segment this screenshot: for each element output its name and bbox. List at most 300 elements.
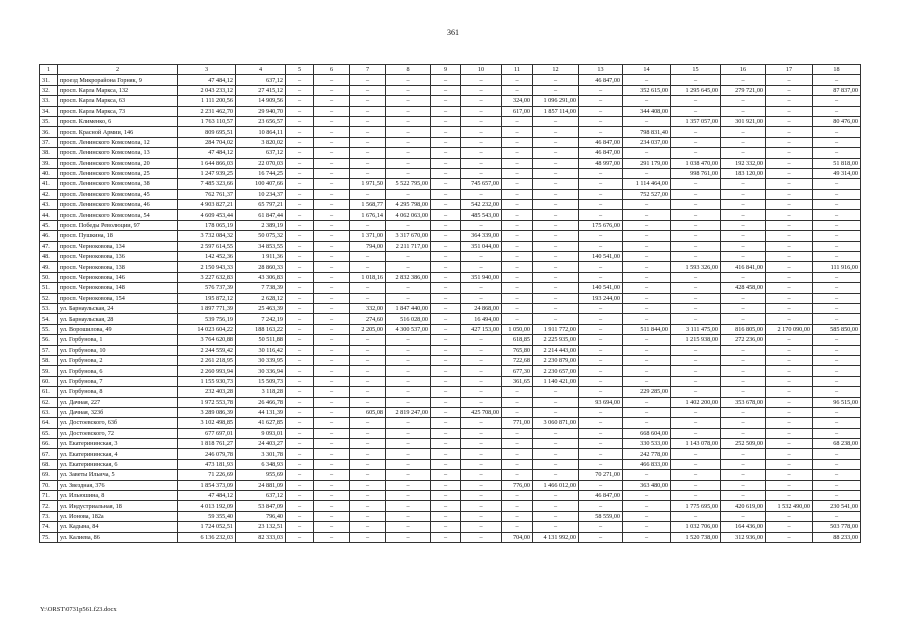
- value-cell: 3 227 632,83: [178, 272, 236, 282]
- row-number-cell: 69.: [40, 470, 58, 480]
- value-cell: 363 480,00: [623, 480, 671, 490]
- header-cell: 6: [314, 65, 350, 75]
- value-cell: –: [623, 262, 671, 272]
- value-cell: –: [502, 262, 533, 272]
- row-number-cell: 54.: [40, 314, 58, 324]
- value-cell: 1 568,77: [350, 200, 386, 210]
- value-cell: 1 402 200,00: [671, 397, 721, 407]
- value-cell: –: [766, 241, 813, 251]
- value-cell: –: [579, 189, 623, 199]
- value-cell: –: [314, 106, 350, 116]
- value-cell: –: [671, 459, 721, 469]
- value-cell: –: [350, 116, 386, 126]
- value-cell: 71 226,69: [178, 470, 236, 480]
- value-cell: 1 857 114,00: [533, 106, 579, 116]
- value-cell: 1 371,00: [350, 231, 386, 241]
- value-cell: –: [502, 449, 533, 459]
- value-cell: –: [579, 522, 623, 532]
- value-cell: –: [766, 366, 813, 376]
- value-cell: –: [350, 449, 386, 459]
- row-number-cell: 61.: [40, 387, 58, 397]
- value-cell: –: [314, 137, 350, 147]
- table-row: [40, 303, 861, 313]
- address-cell: ул. Ильюшина, 8: [58, 491, 178, 501]
- value-cell: 3 317 670,00: [386, 231, 431, 241]
- value-cell: –: [766, 231, 813, 241]
- value-cell: –: [386, 158, 431, 168]
- value-cell: –: [579, 480, 623, 490]
- value-cell: –: [431, 106, 461, 116]
- row-number-cell: 48.: [40, 252, 58, 262]
- value-cell: –: [350, 85, 386, 95]
- table-row: [40, 252, 861, 262]
- value-cell: 351 940,00: [461, 272, 502, 282]
- row-number-cell: 32.: [40, 85, 58, 95]
- value-cell: –: [350, 137, 386, 147]
- row-number-cell: 41.: [40, 179, 58, 189]
- address-cell: просп. Карла Маркса, 132: [58, 85, 178, 95]
- value-cell: 617,00: [502, 106, 533, 116]
- value-cell: –: [579, 106, 623, 116]
- value-cell: 24 881,09: [236, 480, 286, 490]
- value-cell: –: [431, 397, 461, 407]
- value-cell: –: [671, 179, 721, 189]
- value-cell: 272 236,00: [721, 335, 766, 345]
- value-cell: –: [579, 210, 623, 220]
- value-cell: –: [314, 210, 350, 220]
- value-cell: –: [533, 158, 579, 168]
- value-cell: –: [461, 366, 502, 376]
- table-row: [40, 179, 861, 189]
- value-cell: –: [386, 449, 431, 459]
- value-cell: –: [286, 179, 314, 189]
- value-cell: –: [314, 428, 350, 438]
- value-cell: –: [623, 148, 671, 158]
- value-cell: –: [350, 335, 386, 345]
- address-cell: просп. Ленинского Комсомола, 13: [58, 148, 178, 158]
- value-cell: 27 415,12: [236, 85, 286, 95]
- value-cell: 1 018,16: [350, 272, 386, 282]
- value-cell: –: [721, 459, 766, 469]
- value-cell: –: [386, 522, 431, 532]
- value-cell: –: [721, 220, 766, 230]
- address-cell: ул. Ионова, 182а: [58, 511, 178, 521]
- address-cell: ул. Горбунова, 7: [58, 376, 178, 386]
- value-cell: –: [350, 397, 386, 407]
- value-cell: –: [533, 491, 579, 501]
- value-cell: –: [386, 345, 431, 355]
- value-cell: 96 515,00: [813, 397, 861, 407]
- value-cell: –: [623, 470, 671, 480]
- value-cell: –: [350, 428, 386, 438]
- value-cell: –: [314, 459, 350, 469]
- address-cell: ул. Екатерининская, 3: [58, 439, 178, 449]
- value-cell: –: [431, 407, 461, 417]
- value-cell: –: [386, 220, 431, 230]
- value-cell: 605,08: [350, 407, 386, 417]
- address-cell: просп. Черноковова, 154: [58, 293, 178, 303]
- table-row: [40, 200, 861, 210]
- row-number-cell: 49.: [40, 262, 58, 272]
- table-row: [40, 387, 861, 397]
- value-cell: 677,30: [502, 366, 533, 376]
- value-cell: 53 847,09: [236, 501, 286, 511]
- value-cell: 25 463,39: [236, 303, 286, 313]
- header-cell: 16: [721, 65, 766, 75]
- value-cell: –: [286, 501, 314, 511]
- value-cell: 65 797,21: [236, 200, 286, 210]
- value-cell: 6 348,93: [236, 459, 286, 469]
- value-cell: –: [766, 345, 813, 355]
- value-cell: 2 225 935,00: [533, 335, 579, 345]
- value-cell: 351 044,00: [461, 241, 502, 251]
- value-cell: –: [431, 345, 461, 355]
- row-number-cell: 64.: [40, 418, 58, 428]
- table-row: [40, 262, 861, 272]
- footer-file-path: Y:\ORST\0731p561.f23.docx: [40, 606, 117, 613]
- value-cell: 3 118,28: [236, 387, 286, 397]
- value-cell: –: [461, 397, 502, 407]
- value-cell: –: [533, 387, 579, 397]
- address-cell: ул. Дачная, 323б: [58, 407, 178, 417]
- value-cell: –: [431, 127, 461, 137]
- value-cell: –: [461, 137, 502, 147]
- value-cell: –: [431, 262, 461, 272]
- table-row: [40, 220, 861, 230]
- value-cell: 246 079,78: [178, 449, 236, 459]
- value-cell: –: [813, 303, 861, 313]
- value-cell: –: [766, 220, 813, 230]
- value-cell: –: [766, 480, 813, 490]
- address-cell: ул. Достоевского, 72: [58, 428, 178, 438]
- table-row: [40, 449, 861, 459]
- row-number-cell: 43.: [40, 200, 58, 210]
- value-cell: –: [721, 189, 766, 199]
- value-cell: –: [623, 491, 671, 501]
- value-cell: –: [579, 345, 623, 355]
- value-cell: –: [286, 459, 314, 469]
- table-row: [40, 314, 861, 324]
- value-cell: 22 070,03: [236, 158, 286, 168]
- value-cell: 140 541,00: [579, 283, 623, 293]
- value-cell: 4 903 827,21: [178, 200, 236, 210]
- value-cell: –: [671, 480, 721, 490]
- value-cell: –: [286, 324, 314, 334]
- value-cell: 100 407,66: [236, 179, 286, 189]
- value-cell: –: [671, 189, 721, 199]
- value-cell: –: [431, 387, 461, 397]
- header-cell: 10: [461, 65, 502, 75]
- value-cell: –: [533, 522, 579, 532]
- row-number-cell: 55.: [40, 324, 58, 334]
- table-row: [40, 345, 861, 355]
- value-cell: –: [314, 335, 350, 345]
- value-cell: –: [431, 522, 461, 532]
- value-cell: –: [721, 407, 766, 417]
- value-cell: 51 818,00: [813, 158, 861, 168]
- value-cell: –: [623, 335, 671, 345]
- value-cell: 252 509,00: [721, 439, 766, 449]
- value-cell: –: [314, 491, 350, 501]
- row-number-cell: 45.: [40, 220, 58, 230]
- value-cell: –: [286, 75, 314, 85]
- data-table-container: [39, 64, 861, 543]
- value-cell: –: [286, 96, 314, 106]
- value-cell: –: [533, 148, 579, 158]
- address-cell: ул. Екатерининская, 6: [58, 459, 178, 469]
- value-cell: –: [721, 491, 766, 501]
- header-cell: 9: [431, 65, 461, 75]
- value-cell: 3 111 475,00: [671, 324, 721, 334]
- value-cell: –: [286, 335, 314, 345]
- value-cell: –: [721, 418, 766, 428]
- value-cell: –: [461, 293, 502, 303]
- value-cell: –: [671, 272, 721, 282]
- value-cell: 6 136 232,03: [178, 532, 236, 542]
- value-cell: 30 336,94: [236, 366, 286, 376]
- value-cell: 1 096 291,00: [533, 96, 579, 106]
- value-cell: –: [461, 376, 502, 386]
- value-cell: –: [461, 459, 502, 469]
- value-cell: 23 132,51: [236, 522, 286, 532]
- value-cell: 15 509,73: [236, 376, 286, 386]
- value-cell: –: [579, 262, 623, 272]
- value-cell: –: [766, 168, 813, 178]
- value-cell: –: [623, 200, 671, 210]
- row-number-cell: 39.: [40, 158, 58, 168]
- value-cell: –: [623, 345, 671, 355]
- value-cell: –: [579, 241, 623, 251]
- value-cell: –: [671, 314, 721, 324]
- value-cell: –: [623, 355, 671, 365]
- value-cell: –: [286, 355, 314, 365]
- value-cell: –: [579, 127, 623, 137]
- value-cell: 70 271,00: [579, 470, 623, 480]
- row-number-cell: 35.: [40, 116, 58, 126]
- value-cell: –: [386, 501, 431, 511]
- value-cell: –: [350, 96, 386, 106]
- value-cell: –: [286, 293, 314, 303]
- value-cell: –: [813, 283, 861, 293]
- value-cell: –: [286, 387, 314, 397]
- value-cell: –: [766, 85, 813, 95]
- value-cell: –: [623, 283, 671, 293]
- value-cell: –: [461, 127, 502, 137]
- value-cell: –: [502, 210, 533, 220]
- value-cell: –: [671, 376, 721, 386]
- value-cell: –: [502, 75, 533, 85]
- value-cell: –: [671, 407, 721, 417]
- value-cell: –: [461, 158, 502, 168]
- value-cell: 1 520 738,00: [671, 532, 721, 542]
- value-cell: –: [671, 137, 721, 147]
- value-cell: –: [314, 480, 350, 490]
- value-cell: –: [623, 272, 671, 282]
- value-cell: 58 559,00: [579, 511, 623, 521]
- value-cell: –: [579, 303, 623, 313]
- value-cell: –: [431, 252, 461, 262]
- value-cell: –: [314, 376, 350, 386]
- value-cell: –: [461, 252, 502, 262]
- value-cell: –: [286, 314, 314, 324]
- value-cell: –: [502, 511, 533, 521]
- value-cell: –: [721, 366, 766, 376]
- table-row: [40, 511, 861, 521]
- value-cell: –: [431, 511, 461, 521]
- value-cell: –: [766, 106, 813, 116]
- value-cell: –: [502, 220, 533, 230]
- value-cell: –: [314, 501, 350, 511]
- value-cell: 816 805,00: [721, 324, 766, 334]
- value-cell: –: [350, 522, 386, 532]
- value-cell: 1 215 938,00: [671, 335, 721, 345]
- value-cell: –: [579, 335, 623, 345]
- row-number-cell: 72.: [40, 501, 58, 511]
- value-cell: –: [386, 366, 431, 376]
- value-cell: –: [766, 75, 813, 85]
- header-cell: 8: [386, 65, 431, 75]
- value-cell: –: [431, 116, 461, 126]
- value-cell: –: [623, 293, 671, 303]
- value-cell: –: [813, 407, 861, 417]
- value-cell: –: [461, 168, 502, 178]
- value-cell: –: [579, 231, 623, 241]
- row-number-cell: 36.: [40, 127, 58, 137]
- value-cell: –: [766, 314, 813, 324]
- value-cell: –: [623, 314, 671, 324]
- value-cell: –: [813, 189, 861, 199]
- value-cell: –: [350, 532, 386, 542]
- value-cell: 2 260 993,94: [178, 366, 236, 376]
- value-cell: 809 695,51: [178, 127, 236, 137]
- value-cell: 364 339,00: [461, 231, 502, 241]
- value-cell: –: [533, 200, 579, 210]
- value-cell: 5 522 795,00: [386, 179, 431, 189]
- value-cell: –: [813, 241, 861, 251]
- value-cell: 955,69: [236, 470, 286, 480]
- header-cell: 3: [178, 65, 236, 75]
- value-cell: –: [766, 116, 813, 126]
- value-cell: –: [813, 491, 861, 501]
- value-cell: 722,68: [502, 355, 533, 365]
- value-cell: –: [766, 439, 813, 449]
- value-cell: –: [579, 96, 623, 106]
- value-cell: –: [671, 355, 721, 365]
- value-cell: –: [813, 470, 861, 480]
- value-cell: –: [431, 459, 461, 469]
- value-cell: –: [461, 75, 502, 85]
- value-cell: –: [431, 532, 461, 542]
- row-number-cell: 75.: [40, 532, 58, 542]
- value-cell: –: [386, 491, 431, 501]
- value-cell: –: [350, 387, 386, 397]
- value-cell: –: [502, 293, 533, 303]
- value-cell: –: [350, 501, 386, 511]
- value-cell: –: [286, 241, 314, 251]
- value-cell: –: [286, 106, 314, 116]
- value-cell: –: [286, 252, 314, 262]
- value-cell: 637,12: [236, 148, 286, 158]
- value-cell: –: [386, 293, 431, 303]
- value-cell: –: [314, 303, 350, 313]
- value-cell: 93 694,00: [579, 397, 623, 407]
- row-number-cell: 53.: [40, 303, 58, 313]
- value-cell: –: [533, 262, 579, 272]
- value-cell: –: [431, 324, 461, 334]
- value-cell: 1 644 866,03: [178, 158, 236, 168]
- value-cell: –: [721, 179, 766, 189]
- value-cell: –: [431, 366, 461, 376]
- value-cell: –: [579, 314, 623, 324]
- address-cell: просп. Ленинского Комсомола, 20: [58, 158, 178, 168]
- value-cell: –: [721, 387, 766, 397]
- value-cell: 1 897 771,39: [178, 303, 236, 313]
- value-cell: 542 232,00: [461, 200, 502, 210]
- value-cell: –: [431, 449, 461, 459]
- value-cell: –: [533, 407, 579, 417]
- value-cell: –: [386, 335, 431, 345]
- value-cell: –: [766, 262, 813, 272]
- value-cell: 576 737,39: [178, 283, 236, 293]
- value-cell: –: [350, 148, 386, 158]
- value-cell: –: [671, 127, 721, 137]
- value-cell: 14 909,56: [236, 96, 286, 106]
- header-cell: 14: [623, 65, 671, 75]
- value-cell: –: [671, 200, 721, 210]
- address-cell: просп. Черноковова, 136: [58, 252, 178, 262]
- value-cell: –: [533, 127, 579, 137]
- value-cell: –: [431, 241, 461, 251]
- value-cell: 49 314,00: [813, 168, 861, 178]
- value-cell: 234 037,00: [623, 137, 671, 147]
- address-cell: просп. Черноковова, 138: [58, 262, 178, 272]
- value-cell: –: [533, 179, 579, 189]
- value-cell: –: [623, 366, 671, 376]
- value-cell: 776,00: [502, 480, 533, 490]
- value-cell: –: [533, 303, 579, 313]
- value-cell: –: [461, 335, 502, 345]
- value-cell: 4 609 453,44: [178, 210, 236, 220]
- value-cell: 29 940,70: [236, 106, 286, 116]
- value-cell: –: [431, 231, 461, 241]
- value-cell: –: [502, 387, 533, 397]
- table-row: [40, 96, 861, 106]
- value-cell: –: [766, 407, 813, 417]
- value-cell: 1 847 440,00: [386, 303, 431, 313]
- value-cell: –: [721, 314, 766, 324]
- value-cell: –: [286, 210, 314, 220]
- value-cell: –: [533, 189, 579, 199]
- value-cell: 59 355,40: [178, 511, 236, 521]
- value-cell: –: [350, 106, 386, 116]
- value-cell: 427 153,00: [461, 324, 502, 334]
- value-cell: 330 533,00: [623, 439, 671, 449]
- value-cell: 485 543,00: [461, 210, 502, 220]
- value-cell: 312 936,00: [721, 532, 766, 542]
- value-cell: 704,00: [502, 532, 533, 542]
- address-cell: просп. Ленинского Комсомола, 25: [58, 168, 178, 178]
- value-cell: –: [431, 85, 461, 95]
- value-cell: –: [533, 241, 579, 251]
- table-row: [40, 272, 861, 282]
- table-row: [40, 293, 861, 303]
- value-cell: –: [286, 272, 314, 282]
- value-cell: –: [461, 345, 502, 355]
- header-cell: 15: [671, 65, 721, 75]
- header-cell: 5: [286, 65, 314, 75]
- row-number-cell: 37.: [40, 137, 58, 147]
- value-cell: –: [386, 116, 431, 126]
